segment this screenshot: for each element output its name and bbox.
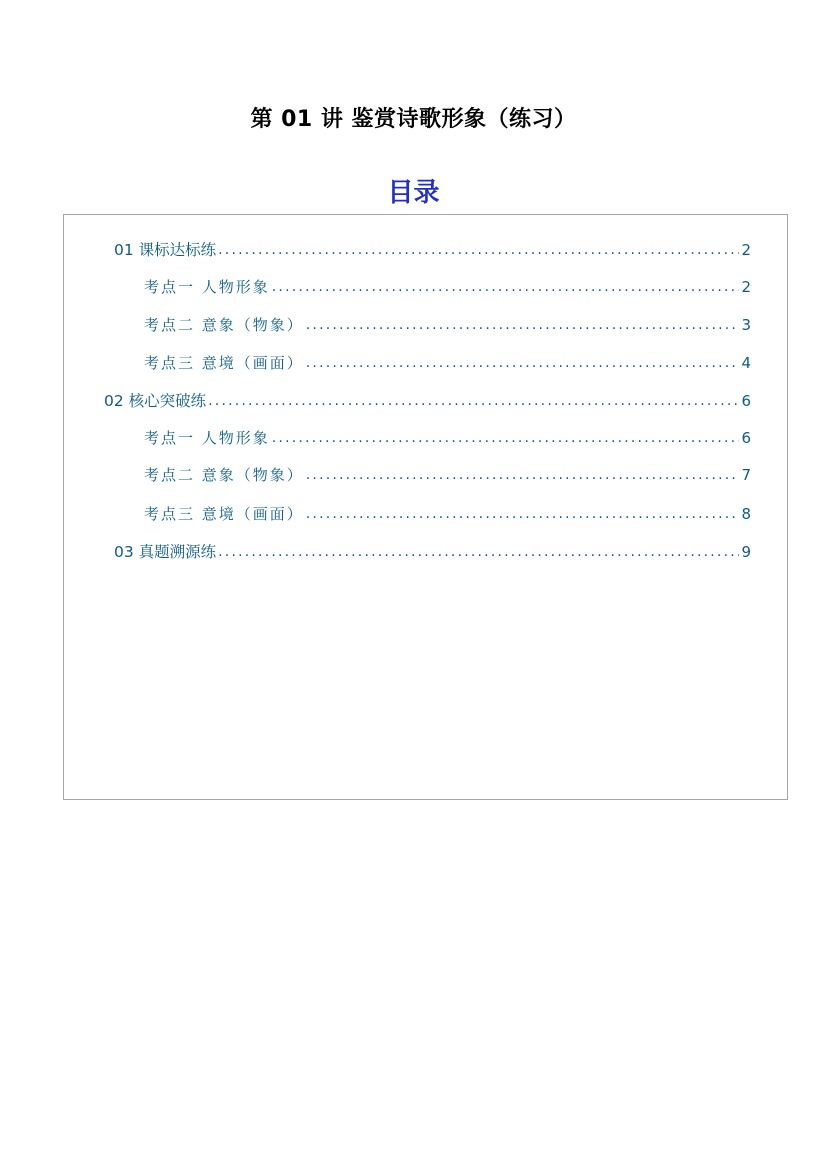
toc-entry-label: 考点一 人物形象 [144,429,270,447]
toc-entry-label: 考点三 意境（画面） [144,505,304,523]
toc-dot-leader [306,464,740,486]
toc-entry-section-01-point-3[interactable] [144,352,751,374]
toc-entry-label: 考点二 意象（物象） [144,316,304,334]
toc-entry-page: 6 [741,429,751,447]
toc-entry-section-01-point-1[interactable] [144,276,751,298]
toc-dot-leader [306,314,740,336]
toc-dot-leader [306,503,740,525]
table-of-contents [63,214,788,800]
toc-entry-page: 3 [741,316,751,334]
toc-entry-page: 2 [741,278,751,296]
toc-dot-leader [272,427,740,449]
toc-entry-label: 考点一 人物形象 [144,278,270,296]
toc-entry-section-01[interactable] [114,239,751,261]
toc-entry-page: 2 [741,241,751,259]
toc-entry-label: 考点二 意象（物象） [144,466,304,484]
toc-dot-leader [208,390,739,412]
toc-entry-section-02[interactable] [104,390,751,412]
toc-entry-section-01-point-2[interactable] [144,314,751,336]
toc-heading: 目录 [387,178,440,208]
toc-entry-section-02-point-1[interactable] [144,427,751,449]
toc-entry-page: 7 [741,466,751,484]
toc-entry-label: 03 真题溯源练 [114,543,217,561]
toc-entry-label: 考点三 意境（画面） [144,354,304,372]
toc-entry-label: 01 课标达标练 [114,241,217,259]
toc-entry-page: 8 [741,505,751,523]
toc-entry-page: 6 [741,392,751,410]
toc-entry-page: 9 [741,543,751,561]
toc-dot-leader [218,239,739,261]
toc-entry-section-02-point-2[interactable] [144,464,751,486]
toc-dot-leader [272,276,740,298]
document-title: 第 01 讲 鉴赏诗歌形象（练习） [250,107,577,132]
toc-dot-leader [218,541,739,563]
toc-dot-leader [306,352,740,374]
toc-entry-page: 4 [741,354,751,372]
toc-entry-label: 02 核心突破练 [104,392,207,410]
toc-entry-section-02-point-3[interactable] [144,503,751,525]
toc-entry-section-03[interactable] [114,541,751,563]
